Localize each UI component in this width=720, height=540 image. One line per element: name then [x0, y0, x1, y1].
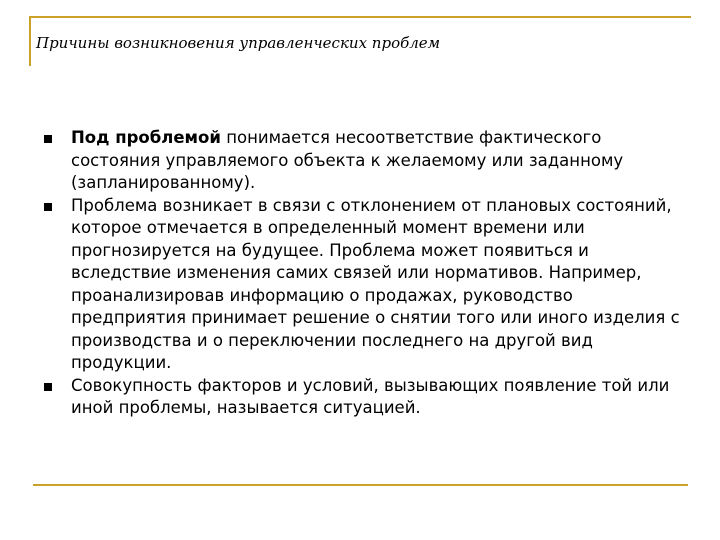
slide-title: Причины возникновения управленческих проблем	[36, 34, 441, 52]
bullet-text: Совокупность факторов и условий, вызывающих появление той или иной проблемы, называется ситуацией.	[71, 375, 670, 417]
square-bullet-icon	[44, 135, 52, 143]
top-frame-line	[29, 16, 691, 18]
bullet-bold-term: Под проблемой	[71, 128, 221, 147]
bullet-item	[44, 127, 684, 195]
bullet-item	[44, 195, 684, 375]
bullet-list	[44, 127, 684, 420]
square-bullet-icon	[44, 203, 52, 211]
bottom-frame-line	[33, 484, 688, 486]
bullet-item	[44, 375, 684, 420]
bullet-text: понимается несоответствие фактического состояния управляемого объекта к желаемому или заданному (запланированному).	[71, 128, 624, 192]
left-frame-line	[29, 16, 31, 66]
bullet-text: Проблема возникает в связи с отклонением от плановых состояний, которое отмечается в определенный момент времени или прогнозируется на будущее. Проблема может появиться и вследствие изменения самих связей или нормативов. Например, проанализировав информацию о продажах, руководство предприятия принимает решение о снятии того или иного изделия с производства и о переключении последнего на другой вид продукции.	[71, 195, 680, 372]
square-bullet-icon	[44, 383, 52, 391]
